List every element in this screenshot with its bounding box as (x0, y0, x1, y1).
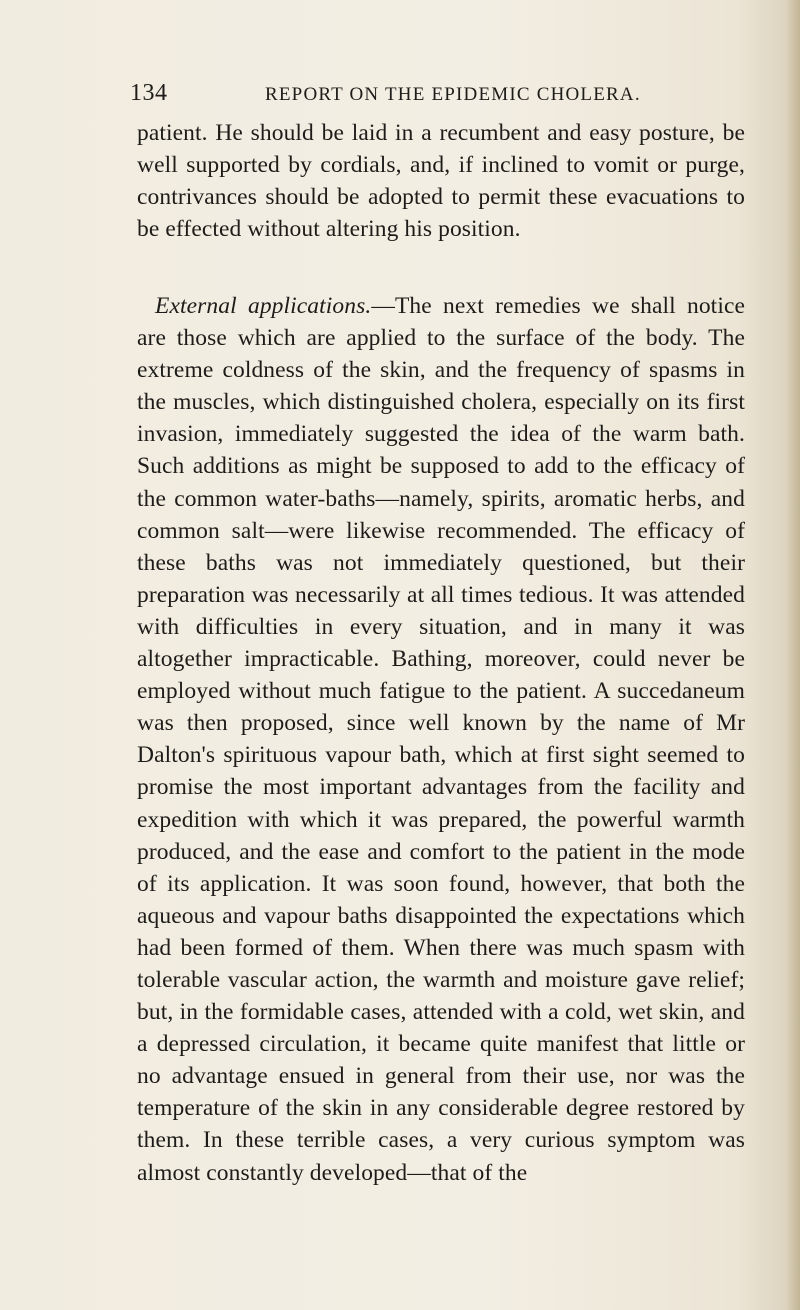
page-number: 134 (130, 80, 168, 106)
running-head (0, 80, 800, 110)
paragraph-external-applications (137, 290, 745, 1189)
running-title: REPORT ON THE EPIDEMIC CHOLERA. (265, 84, 641, 105)
paragraph-text: patient. He should be laid in a recumbent and easy posture, be well supported by cordials, and, if inclined to vomit or purge, contrivances should be adopted to permit these evacuations to be effected without altering his position. (137, 120, 745, 243)
paragraph-text: —The next remedies we shall notice are those which are applied to the surface of the body. The extreme coldness of the skin, and the frequency of spasms in the muscles, which distinguished cholera, especially on its first invasion, immediately suggested the idea of the warm bath. Such additions as might be supposed to add to the efficacy of the common water-baths—namely, spirits, aromatic herbs, and common salt—were likewise recommended. The efficacy of these baths was not immediately questioned, but their preparation was necessarily at all times tedious. It was attended with difficulties in every situation, and in many it was altogether impracticable. Bathing, moreover, could never be employed without much fatigue to the patient. A succedaneum was then proposed, since well known by the name of Mr Dalton's spirituous vapour bath, which at first sight seemed to promise the most important advantages from the facility and expedition with which it was prepared, the powerful warmth produced, and the ease and comfort to the patient in the mode of its application. It was soon found, however, that both the aqueous and vapour baths disappointed the expectations which had been formed of them. When there was much spasm with tolerable vascular action, the warmth and moisture gave relief; but, in the formidable cases, attended with a cold, wet skin, and a depressed circulation, it became quite manifest that little or no advantage ensued in general from their use, nor was the temperature of the skin in any considerable degree restored by them. In these terrible cases, a very curious symptom was almost constantly developed—that of the (137, 293, 746, 1186)
paragraph-continuation (137, 117, 745, 245)
section-heading: External applications. (155, 293, 372, 319)
page-edge-shadow (786, 0, 800, 1310)
